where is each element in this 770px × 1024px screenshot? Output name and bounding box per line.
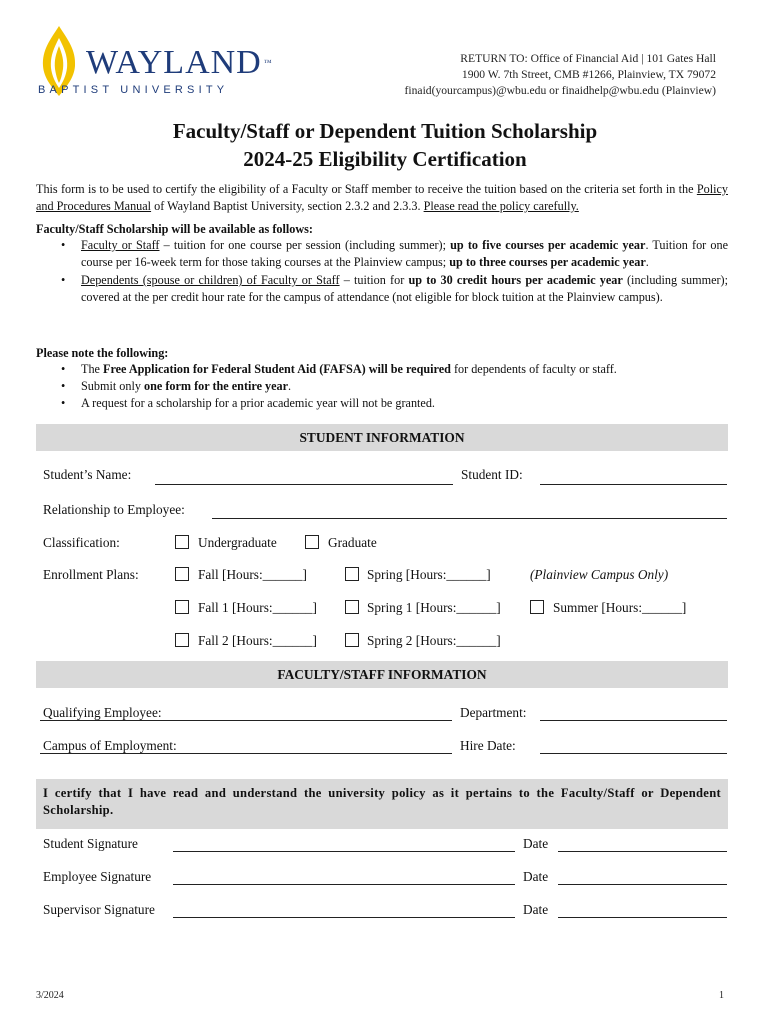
employee-signature-field[interactable]: [173, 884, 515, 885]
availability-section: [36, 222, 728, 306]
campus-label: Campus of Employment:: [43, 738, 177, 753]
undergraduate-checkbox[interactable]: [175, 535, 189, 549]
supervisor-signature-field[interactable]: [173, 917, 515, 918]
spring-checkbox[interactable]: [345, 567, 359, 581]
student-info-header: STUDENT INFORMATION: [36, 424, 728, 451]
return-address: [405, 51, 716, 99]
undergraduate-label: Undergraduate: [198, 535, 277, 550]
summer-label: Summer [Hours:______]: [553, 600, 687, 615]
supervisor-signature-label: Supervisor Signature: [43, 902, 155, 917]
spring-label: Spring [Hours:______]: [367, 567, 491, 582]
availability-heading: Faculty/Staff Scholarship will be available as follows:: [36, 222, 313, 236]
student-name-field[interactable]: [155, 484, 453, 485]
summer-checkbox[interactable]: [530, 600, 544, 614]
fall2-checkbox[interactable]: [175, 633, 189, 647]
university-logo: [38, 24, 288, 98]
logo-subtitle: BAPTIST UNIVERSITY: [38, 84, 229, 96]
campus-field[interactable]: [40, 753, 452, 754]
classification-label: Classification:: [43, 535, 120, 550]
spring2-checkbox[interactable]: [345, 633, 359, 647]
return-line-1: RETURN TO: Office of Financial Aid | 101 Gates Hall: [460, 52, 716, 65]
fall1-checkbox[interactable]: [175, 600, 189, 614]
hire-date-field[interactable]: [540, 753, 727, 754]
relationship-label: Relationship to Employee:: [43, 502, 185, 517]
enrollment-label: Enrollment Plans:: [43, 567, 139, 582]
employee-date-label: Date: [523, 869, 549, 884]
employee-date-field[interactable]: [558, 884, 727, 885]
notes-section: [36, 346, 728, 412]
fall1-label: Fall 1 [Hours:______]: [198, 600, 317, 615]
faculty-info-header: FACULTY/STAFF INFORMATION: [36, 661, 728, 688]
page-number: 1: [719, 990, 724, 1001]
intro-paragraph: This form is to be used to certify the eligibility of a Faculty or Staff member to receive the tuition based on the criteria set forth in the Policy and Procedures Manual of Wayland Baptist University, section 2.3.2 and 2.3.3. Please read the policy carefully.: [36, 182, 728, 213]
plainview-note: (Plainview Campus Only): [530, 567, 669, 582]
list-item: • Submit only one form for the entire year.: [81, 378, 728, 395]
student-signature-field[interactable]: [173, 851, 515, 852]
fall-checkbox[interactable]: [175, 567, 189, 581]
student-name-label: Student’s Name:: [43, 467, 132, 482]
student-date-label: Date: [523, 836, 549, 851]
list-item: • Faculty or Staff – tuition for one course per session (including summer); up to five courses per academic year. Tuition for one course per 16-week term for those taking courses at the Plainview campus; up to three courses per academic year.: [81, 237, 728, 271]
certification-statement: I certify that I have read and understand the university policy as it pertains to the Faculty/Staff or Dependent Scholarship.: [36, 779, 728, 829]
revision-date: 3/2024: [36, 990, 64, 1001]
department-label: Department:: [460, 705, 527, 720]
spring2-label: Spring 2 [Hours:______]: [367, 633, 501, 648]
supervisor-date-field[interactable]: [558, 917, 727, 918]
supervisor-date-label: Date: [523, 902, 549, 917]
notes-heading: Please note the following:: [36, 346, 169, 360]
employee-signature-label: Employee Signature: [43, 869, 152, 884]
student-date-field[interactable]: [558, 851, 727, 852]
list-item: • The Free Application for Federal Student Aid (FAFSA) will be required for dependents of faculty or staff.: [81, 361, 728, 378]
return-line-2: 1900 W. 7th Street, CMB #1266, Plainview, TX 79072: [461, 68, 716, 81]
department-field[interactable]: [540, 720, 727, 721]
list-item: • A request for a scholarship for a prior academic year will not be granted.: [81, 395, 728, 412]
fall-label: Fall [Hours:______]: [198, 567, 307, 582]
relationship-field[interactable]: [212, 518, 727, 519]
student-signature-label: Student Signature: [43, 836, 138, 851]
graduate-label: Graduate: [328, 535, 377, 550]
fall2-label: Fall 2 [Hours:______]: [198, 633, 317, 648]
graduate-checkbox[interactable]: [305, 535, 319, 549]
policy-manual-link[interactable]: Policy and Procedures Manual: [36, 182, 728, 213]
hire-date-label: Hire Date:: [460, 738, 516, 753]
spring1-label: Spring 1 [Hours:______]: [367, 600, 501, 615]
qualifying-employee-field[interactable]: [40, 720, 452, 721]
spring1-checkbox[interactable]: [345, 600, 359, 614]
student-id-label: Student ID:: [461, 467, 523, 482]
read-policy-note: Please read the policy carefully.: [423, 199, 579, 213]
student-id-field[interactable]: [540, 484, 727, 485]
return-line-3: finaid(yourcampus)@wbu.edu or finaidhelp@wbu.edu (Plainview): [404, 84, 716, 97]
qualifying-employee-label: Qualifying Employee:: [43, 705, 162, 720]
form-title: Faculty/Staff or Dependent Tuition Scholarship 2024-25 Eligibility Certification: [172, 119, 598, 171]
list-item: • Dependents (spouse or children) of Faculty or Staff – tuition for up to 30 credit hours per academic year (including summer); covered at the per credit hour rate for the campus of attendance (not eligible for block tuition at the Plainview campus).: [81, 272, 728, 306]
logo-wordmark: WAYLAND ™: [86, 44, 273, 81]
